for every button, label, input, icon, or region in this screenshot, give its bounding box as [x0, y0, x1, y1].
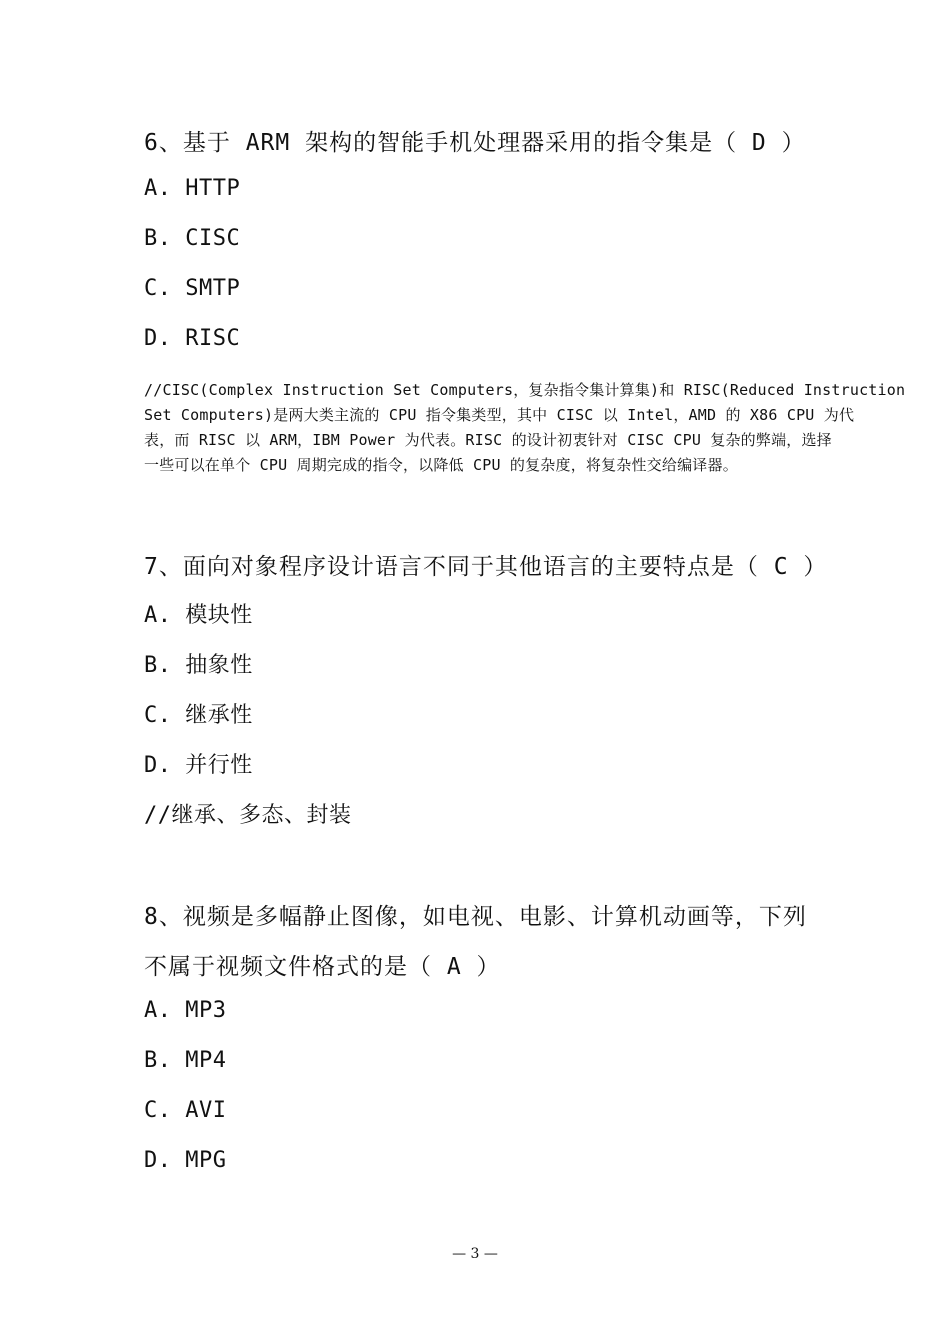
question-6-option-a: A. HTTP: [144, 176, 241, 201]
question-7-option-d: D. 并行性: [144, 753, 253, 778]
question-6-stem: 6、基于 ARM 架构的智能手机处理器采用的指令集是（ D ）: [144, 130, 806, 156]
question-8-stem-line-1: 8、视频是多幅静止图像，如电视、电影、计算机动画等，下列: [144, 904, 807, 930]
question-7-option-a: A. 模块性: [144, 603, 253, 628]
question-8-option-b: B. MP4: [144, 1048, 227, 1073]
page-number: — 3 —: [452, 1246, 498, 1262]
explanation-line-3: 表，而 RISC 以 ARM，IBM Power 为代表。RISC 的设计初衷针对 CISC CPU 复杂的弊端，选择: [144, 431, 832, 449]
explanation-line-1: //CISC(Complex Instruction Set Computers，复杂指令集计算集)和 RISC(Reduced Instruction: [144, 381, 906, 399]
question-6-explanation: [144, 378, 906, 478]
question-8-stem-line-2: 不属于视频文件格式的是（ A ）: [144, 954, 501, 980]
question-8-option-d: D. MPG: [144, 1148, 227, 1173]
question-7-stem: 7、面向对象程序设计语言不同于其他语言的主要特点是（ C ）: [144, 554, 828, 580]
question-6-option-d: D. RISC: [144, 326, 241, 351]
question-8-option-a: A. MP3: [144, 998, 227, 1023]
question-7-explanation: //继承、多态、封装: [144, 803, 352, 828]
explanation-line-2: Set Computers)是两大类主流的 CPU 指令集类型，其中 CISC 以 Intel，AMD 的 X86 CPU 为代: [144, 406, 855, 424]
question-6-option-c: C. SMTP: [144, 276, 241, 301]
question-7-option-b: B. 抽象性: [144, 653, 253, 678]
explanation-line-4: 一些可以在单个 CPU 周期完成的指令，以降低 CPU 的复杂度，将复杂性交给编译器。: [144, 456, 738, 474]
question-8-option-c: C. AVI: [144, 1098, 227, 1123]
question-7-option-c: C. 继承性: [144, 703, 253, 728]
question-6-option-b: B. CISC: [144, 226, 241, 251]
